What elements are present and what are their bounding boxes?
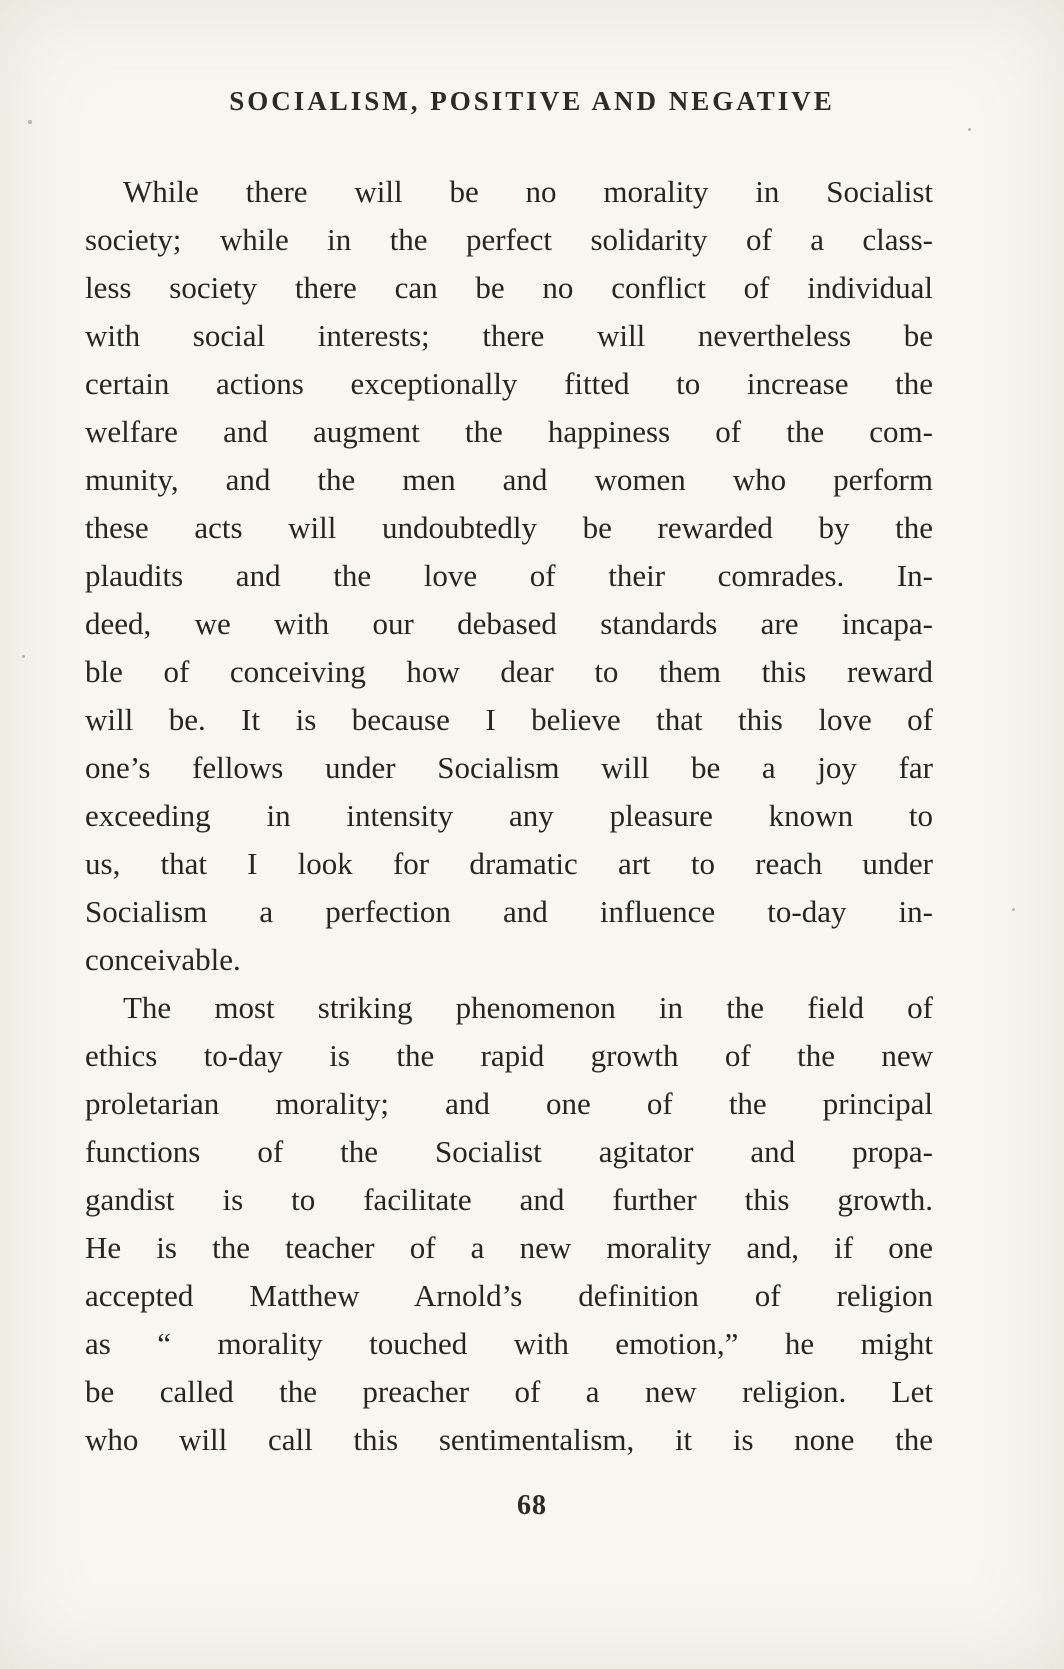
text-line: exceeding in intensity any pleasure known to [85,798,933,833]
page-body [85,168,933,1464]
text-line: munity, and the men and women who perform [85,462,933,497]
text-line: us, that I look for dramatic art to reach under [85,846,933,881]
scan-speck [968,128,971,131]
text-line: will be. It is because I believe that this love of [85,702,933,737]
text-line: less society there can be no conflict of individual [85,270,933,305]
text-line: conceivable. [85,942,241,977]
running-header: SOCIALISM, POSITIVE AND NEGATIVE [229,86,835,116]
text-line: be called the preacher of a new religion. Let [85,1374,933,1409]
text-line: certain actions exceptionally fitted to increase the [85,366,933,401]
text-line: deed, we with our debased standards are incapa- [85,606,933,641]
text-line: ethics to-day is the rapid growth of the new [85,1038,933,1073]
text-line: who will call this sentimentalism, it is none the [85,1422,933,1457]
page-number: 68 [517,1490,547,1521]
text-line: He is the teacher of a new morality and, if one [85,1230,933,1265]
text-line: with social interests; there will nevertheless be [85,318,933,353]
text-line: The most striking phenomenon in the field of [123,990,933,1025]
text-line: these acts will undoubtedly be rewarded by the [85,510,933,545]
text-line: one’s fellows under Socialism will be a joy far [85,750,933,785]
scan-speck [28,120,32,124]
text-line: gandist is to facilitate and further this growth. [85,1182,933,1217]
text-line: welfare and augment the happiness of the com- [85,414,933,449]
text-line: Socialism a perfection and influence to-day in- [85,894,933,929]
text-line: functions of the Socialist agitator and propa- [85,1134,933,1169]
text-line: as “ morality touched with emotion,” he might [85,1326,933,1361]
scan-speck [1012,908,1015,911]
text-line: ble of conceiving how dear to them this reward [85,654,933,689]
text-line: accepted Matthew Arnold’s definition of religion [85,1278,933,1313]
paragraph [85,168,933,984]
text-line: plaudits and the love of their comrades. In- [85,558,933,593]
scan-speck [22,655,25,658]
text-line: proletarian morality; and one of the principal [85,1086,933,1121]
paragraph [85,984,933,1464]
text-line: society; while in the perfect solidarity of a class- [85,222,933,257]
text-line: While there will be no morality in Socialist [123,174,933,209]
